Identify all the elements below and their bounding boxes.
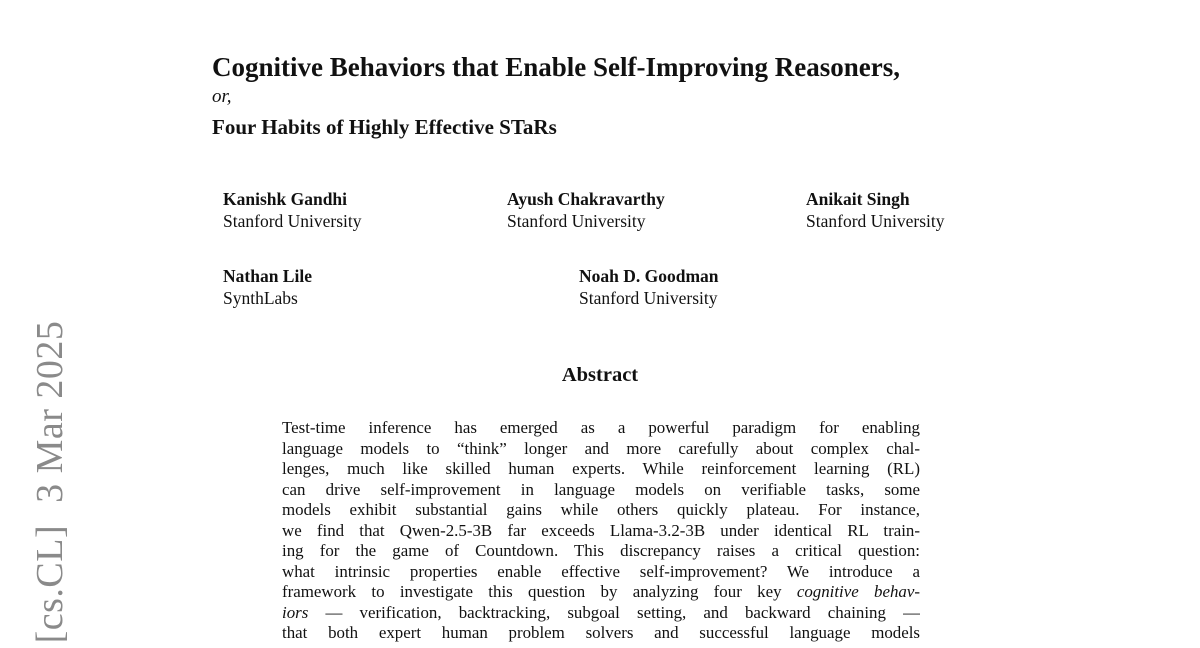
abstract-text: framework to investigate this question by analyzing four key xyxy=(282,582,782,601)
abstract-line: Test-time inference has emerged as a powerful paradigm for enabling xyxy=(282,418,920,437)
paper-title-block xyxy=(212,50,1012,142)
author-affiliation: Stanford University xyxy=(223,211,362,231)
paper-title-or: or, xyxy=(212,86,232,107)
author-block xyxy=(223,188,362,232)
abstract-line: that both expert human problem solvers and successful language models xyxy=(282,623,920,642)
abstract-line: models exhibit substantial gains while others quickly plateau. For instance, xyxy=(282,500,920,519)
author-affiliation: SynthLabs xyxy=(223,288,298,308)
abstract-line: we find that Qwen-2.5-3B far exceeds Llama-3.2-3B under identical RL train- xyxy=(282,520,920,540)
author-block xyxy=(579,265,719,309)
author-name: Noah D. Goodman xyxy=(579,266,719,286)
arxiv-date: 3 Mar 2025 xyxy=(29,320,71,503)
abstract-body xyxy=(282,418,920,644)
abstract-line xyxy=(282,603,920,624)
abstract-text: — verification, backtracking, subgoal setting, and backward chaining — xyxy=(325,602,920,622)
abstract-emphasis: iors xyxy=(282,602,309,622)
abstract-line: can drive self-improvement in language models on verifiable tasks, some xyxy=(282,479,920,499)
abstract-line: language models to “think” longer and more carefully about complex chal- xyxy=(282,438,920,458)
abstract-emphasis: cognitive behav- xyxy=(796,582,920,601)
abstract-line: ing for the game of Countdown. This discrepancy raises a critical question: xyxy=(282,541,920,560)
arxiv-category: [cs.CL] xyxy=(29,524,71,644)
abstract-heading: Abstract xyxy=(561,364,639,386)
author-affiliation: Stanford University xyxy=(806,211,945,231)
author-name: Anikait Singh xyxy=(806,189,910,209)
author-block xyxy=(507,188,665,232)
abstract-line: lenges, much like skilled human experts. While reinforcement learning (RL) xyxy=(282,459,920,478)
author-affiliation: Stanford University xyxy=(507,211,646,231)
author-block xyxy=(806,188,945,232)
abstract-line: what intrinsic properties enable effective self-improvement? We introduce a xyxy=(282,561,920,581)
author-block xyxy=(223,265,312,309)
author-affiliation: Stanford University xyxy=(579,288,718,308)
paper-title: Cognitive Behaviors that Enable Self-Improving Reasoners, xyxy=(212,52,901,82)
author-name: Ayush Chakravarthy xyxy=(507,189,665,209)
abstract-line xyxy=(282,582,920,603)
author-name: Kanishk Gandhi xyxy=(223,189,348,209)
paper-subtitle: Four Habits of Highly Effective STaRs xyxy=(212,115,557,139)
author-name: Nathan Lile xyxy=(223,266,312,286)
